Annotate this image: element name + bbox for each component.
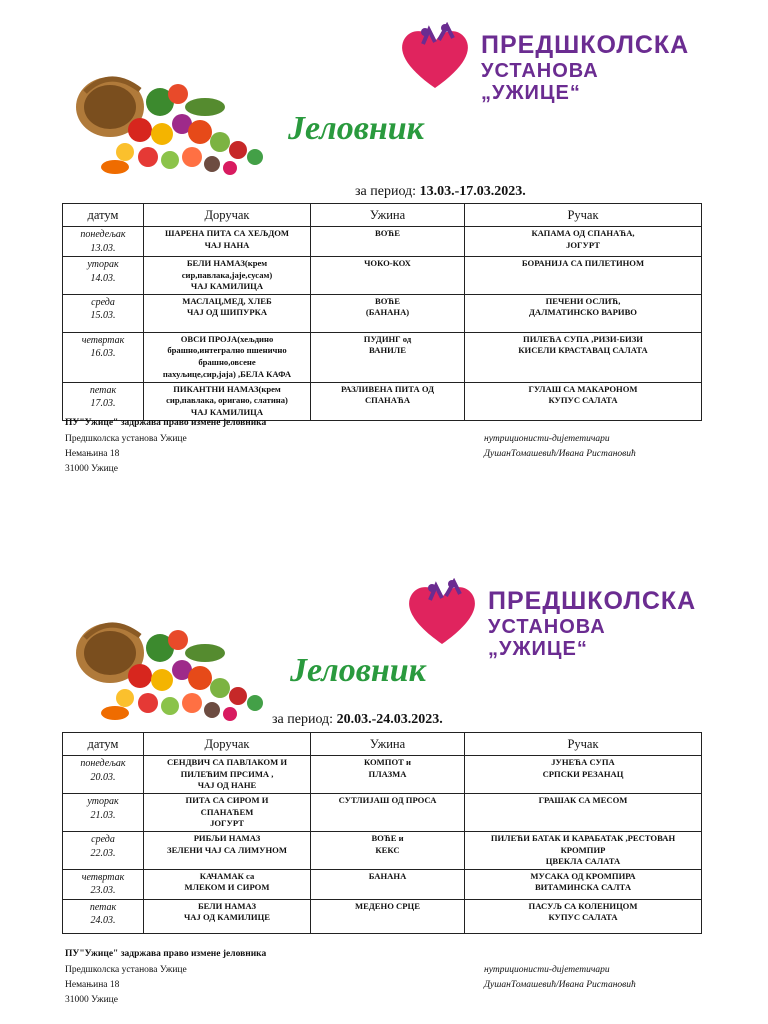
- logo-text: [488, 588, 696, 660]
- breakfast-cell: [144, 899, 311, 933]
- day-cell: [63, 899, 144, 933]
- menu-table: [62, 203, 702, 421]
- day-cell: [63, 382, 144, 420]
- table-row: [63, 899, 702, 933]
- breakfast-line: ЧАЈ НАНА: [204, 239, 250, 250]
- snack-cell: [311, 382, 465, 420]
- lunch-cell: [465, 794, 702, 832]
- logo: [402, 578, 697, 660]
- breakfast-line: ЧАЈ ОД ШИПУРКА: [186, 307, 268, 318]
- table-row: [63, 869, 702, 899]
- breakfast-line: ШАРЕНА ПИТА СА ХЕЉДОМ: [164, 228, 290, 238]
- snack-line: СПАНАЋА: [364, 395, 411, 406]
- signature-role: нутриционисти-дијететичари: [484, 965, 610, 975]
- signature-role: нутриционисти-дијететичари: [484, 434, 610, 444]
- day-date: 21.03.: [90, 809, 116, 821]
- snack-cell: [311, 756, 465, 794]
- day-cell: [63, 294, 144, 332]
- snack-line: ВАНИЛЕ: [369, 345, 406, 356]
- fruit-basket-illustration: [70, 608, 270, 728]
- table-row: [63, 756, 702, 794]
- menu-title: Јеловник: [290, 652, 426, 689]
- day-name: среда: [91, 834, 115, 845]
- breakfast-cell: [144, 294, 311, 332]
- period-prefix: за период:: [272, 712, 337, 727]
- lunch-line: ПИЛЕЋИ БАТАК И КАРАБАТАК ,РЕСТОВАН: [490, 833, 676, 843]
- table-row: [63, 294, 702, 332]
- period: [272, 712, 443, 728]
- lunch-cell: [465, 382, 702, 420]
- breakfast-cell: [144, 794, 311, 832]
- snack-cell: [311, 257, 465, 295]
- day-name: четвртак: [81, 871, 125, 883]
- breakfast-line: брашно,интегрално пшенично: [167, 345, 287, 356]
- day-cell: [63, 869, 144, 899]
- lunch-line: ПЕЧЕНИ ОСЛИЋ,: [545, 295, 621, 306]
- header-date: датум: [63, 733, 144, 756]
- snack-cell: [311, 869, 465, 899]
- menu-week-2: [0, 512, 768, 1024]
- snack-line: ВОЋЕ и: [371, 833, 404, 843]
- day-name: среда: [91, 296, 115, 308]
- day-cell: [63, 227, 144, 257]
- address: [65, 963, 187, 1008]
- breakfast-line: ЧАЈ ОД НАНЕ: [197, 780, 257, 791]
- breakfast-line: ПИЛЕЋИМ ПРСИМА ,: [180, 768, 274, 779]
- logo: [395, 22, 690, 104]
- header-snack: Ужина: [311, 204, 465, 227]
- day-name: понедељак: [80, 229, 126, 240]
- lunch-line: ГУЛАШ СА МАКАРОНОМ: [528, 383, 638, 394]
- menu-rows: [63, 227, 702, 421]
- address-line: Немањина 18: [65, 449, 120, 459]
- signature: [484, 432, 636, 462]
- lunch-line: КУПУС САЛАТА: [548, 912, 618, 923]
- breakfast-line: ПИТА СА СИРОМ И: [185, 795, 269, 805]
- table-row: [63, 227, 702, 257]
- lunch-line: БОРАНИЈА СА ПИЛЕТИНОМ: [521, 258, 645, 268]
- fruit-basket-illustration: [70, 62, 270, 182]
- header-date: датум: [63, 204, 144, 227]
- day-date: 16.03.: [90, 348, 116, 360]
- lunch-line: МУСАКА ОД КРОМПИРА: [530, 870, 636, 881]
- logo-line-2: УСТАНОВА „УЖИЦЕ“: [488, 615, 606, 660]
- lunch-cell: [465, 294, 702, 332]
- lunch-line: ВИТАМИНСКА САЛТА: [534, 882, 632, 893]
- menu-rows: [63, 756, 702, 934]
- snack-line: БАНАНА: [368, 870, 407, 881]
- day-name: понедељак: [80, 758, 126, 769]
- snack-cell: [311, 227, 465, 257]
- lunch-cell: [465, 899, 702, 933]
- breakfast-line: ЧАЈ КАМИЛИЦА: [190, 281, 264, 292]
- signature: [484, 963, 636, 993]
- change-note: ПУ"Ужице" задржава право измене јеловника: [65, 949, 267, 959]
- breakfast-line: ЧАЈ ОД КАМИЛИЦЕ: [183, 912, 270, 923]
- breakfast-line: БЕЛИ НАМАЗ(крем: [186, 258, 268, 268]
- breakfast-line: БЕЛИ НАМАЗ: [197, 900, 257, 911]
- day-cell: [63, 794, 144, 832]
- lunch-cell: [465, 832, 702, 870]
- logo-text: [481, 32, 689, 104]
- snack-line: КЕКС: [375, 844, 400, 855]
- snack-line: ЧОКО-КОХ: [364, 258, 411, 268]
- lunch-cell: [465, 869, 702, 899]
- menu-title: Јеловник: [288, 110, 424, 147]
- lunch-cell: [465, 756, 702, 794]
- snack-line: ВОЋЕ: [374, 295, 401, 306]
- breakfast-line: КАЧАМАК са: [199, 870, 255, 881]
- breakfast-cell: [144, 382, 311, 420]
- breakfast-line: ЈОГУРТ: [210, 818, 244, 829]
- day-cell: [63, 756, 144, 794]
- signature-names: ДушанТомашевић/Ивана Ристановић: [484, 449, 636, 459]
- snack-cell: [311, 294, 465, 332]
- breakfast-line: МАСЛАЦ,МЕД, ХЛЕБ: [182, 295, 272, 306]
- breakfast-line: ПИКАНТНИ НАМАЗ(крем: [173, 383, 281, 394]
- day-name: петак: [89, 384, 117, 396]
- breakfast-line: МЛЕКОМ И СИРОМ: [184, 882, 270, 893]
- day-date: 23.03.: [90, 885, 116, 897]
- snack-cell: [311, 899, 465, 933]
- day-date: 13.03.: [90, 242, 116, 254]
- period-prefix: за период:: [355, 184, 420, 199]
- breakfast-cell: [144, 227, 311, 257]
- lunch-line: ЈУНЕЋА СУПА: [551, 757, 615, 767]
- period-dates: 13.03.-17.03.2023.: [419, 184, 526, 199]
- lunch-line: ПАСУЉ СА КОЛЕНИЦОМ: [528, 900, 638, 911]
- day-date: 24.03.: [90, 915, 116, 927]
- day-date: 20.03.: [90, 771, 116, 783]
- day-cell: [63, 832, 144, 870]
- snack-line: КОМПОТ и: [363, 757, 411, 767]
- snack-line: ВОЋЕ: [374, 228, 401, 238]
- heart-logo-icon: [402, 578, 482, 648]
- day-date: 15.03.: [90, 310, 116, 322]
- table-row: [63, 257, 702, 295]
- table-row: [63, 832, 702, 870]
- breakfast-line: пахуљице,сир,јаја) ,БЕЛА КАФА: [162, 368, 292, 379]
- breakfast-line: ЗЕЛЕНИ ЧАЈ СА ЛИМУНОМ: [167, 844, 287, 855]
- day-date: 17.03.: [90, 398, 116, 410]
- lunch-line: КУПУС САЛАТА: [548, 395, 618, 406]
- breakfast-line: брашно,овсене: [198, 356, 256, 367]
- breakfast-line: РИБЉИ НАМАЗ: [193, 833, 261, 843]
- day-name: четвртак: [81, 334, 125, 346]
- table-row: [63, 332, 702, 382]
- lunch-line: КИСЕЛИ КРАСТАВАЦ САЛАТА: [518, 345, 648, 356]
- heart-logo-icon: [395, 22, 475, 92]
- table-row: [63, 382, 702, 420]
- day-date: 22.03.: [90, 847, 116, 859]
- lunch-line: СРПСКИ РЕЗАНАЦ: [542, 768, 624, 779]
- header-breakfast: Доручак: [144, 733, 311, 756]
- lunch-line: ЦВЕКЛА САЛАТА: [545, 856, 621, 867]
- lunch-cell: [465, 332, 702, 382]
- lunch-line: КАПАМА ОД СПАНАЋА,: [531, 228, 635, 238]
- header-snack: Ужина: [311, 733, 465, 756]
- day-date: 14.03.: [90, 272, 116, 284]
- address: [65, 432, 187, 477]
- logo-line-1: ПРЕДШКОЛСКА: [481, 31, 690, 59]
- breakfast-line: сир,павлака, оригано, слатина): [166, 395, 288, 406]
- signature-names: ДушанТомашевић/Ивана Ристановић: [484, 980, 636, 990]
- snack-line: МЕДЕНО СРЦЕ: [355, 900, 420, 911]
- table-row: [63, 794, 702, 832]
- breakfast-line: ОВСИ ПРОЈА(хељдино: [180, 333, 274, 344]
- breakfast-cell: [144, 257, 311, 295]
- breakfast-cell: [144, 756, 311, 794]
- day-cell: [63, 257, 144, 295]
- breakfast-cell: [144, 869, 311, 899]
- snack-line: ПУДИНГ од: [363, 333, 412, 344]
- day-name: уторак: [87, 259, 119, 270]
- address-line: Предшколска установа Ужице: [65, 434, 187, 444]
- breakfast-line: ЧАЈ КАМИЛИЦА: [190, 406, 264, 417]
- address-line: Немањина 18: [65, 980, 120, 990]
- snack-cell: [311, 332, 465, 382]
- snack-line: РАЗЛИВЕНА ПИТА ОД: [340, 383, 435, 394]
- period-dates: 20.03.-24.03.2023.: [336, 712, 443, 727]
- address-line: 31000 Ужице: [65, 464, 118, 474]
- change-note: ПУ"Ужице" задржава право измене јеловника: [65, 418, 267, 428]
- breakfast-cell: [144, 832, 311, 870]
- snack-line: СУТЛИЈАШ ОД ПРОСА: [338, 795, 437, 805]
- lunch-line: КРОМПИР: [560, 844, 606, 855]
- lunch-line: ЈОГУРТ: [566, 239, 600, 250]
- breakfast-line: СПАНАЋЕМ: [200, 806, 254, 817]
- breakfast-line: сир,павлака,јаје,сусам): [181, 269, 273, 280]
- snack-line: ПЛАЗМА: [368, 768, 407, 779]
- lunch-line: ГРАШАК СА МЕСОМ: [538, 795, 628, 805]
- header-lunch: Ручак: [465, 733, 702, 756]
- logo-line-2: УСТАНОВА „УЖИЦЕ“: [481, 59, 599, 104]
- address-line: 31000 Ужице: [65, 995, 118, 1005]
- address-line: Предшколска установа Ужице: [65, 965, 187, 975]
- snack-cell: [311, 794, 465, 832]
- lunch-line: ДАЛМАТИНСКО ВАРИВО: [529, 307, 637, 318]
- logo-line-1: ПРЕДШКОЛСКА: [488, 587, 697, 615]
- day-name: уторак: [87, 796, 119, 807]
- lunch-line: ПИЛЕЋА СУПА ,РИЗИ-БИЗИ: [523, 333, 643, 344]
- breakfast-cell: [144, 332, 311, 382]
- header-breakfast: Доручак: [144, 204, 311, 227]
- day-cell: [63, 332, 144, 382]
- day-name: петак: [89, 901, 117, 913]
- breakfast-line: СЕНДВИЧ СА ПАВЛАКОМ И: [166, 757, 288, 767]
- lunch-cell: [465, 257, 702, 295]
- period: [355, 184, 526, 200]
- menu-table: [62, 732, 702, 934]
- snack-line: (БАНАНА): [365, 307, 410, 318]
- lunch-cell: [465, 227, 702, 257]
- header-lunch: Ручак: [465, 204, 702, 227]
- snack-cell: [311, 832, 465, 870]
